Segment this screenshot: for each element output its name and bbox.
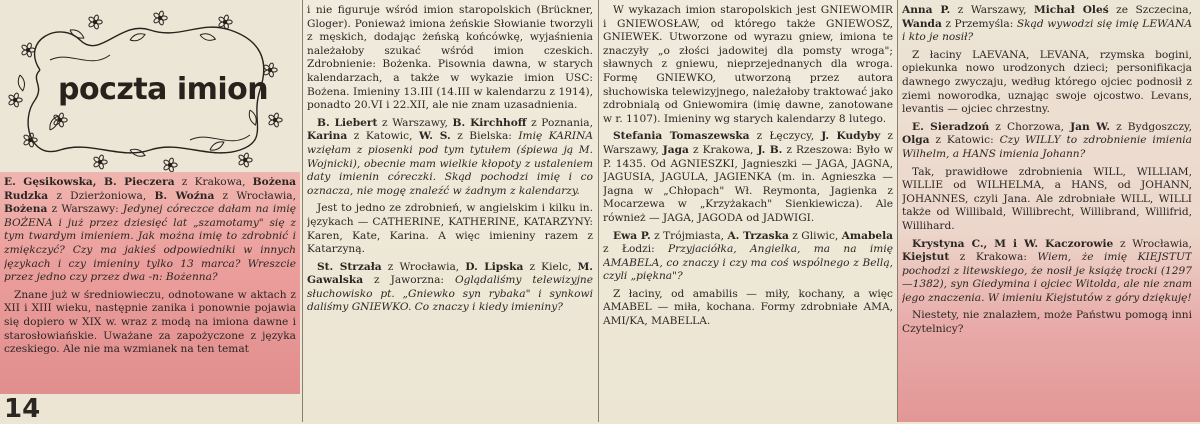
column-4-text	[902, 4, 1192, 422]
answer-bozena-cont: i nie figuruje wśród imion staropolskich (Brückner, Gloger). Ponieważ imiona żeńskie Słowianie tworzyli z męskich, dodając żeńską końcówkę, wyjaśnienia należałoby szukać wśród imion czeskich. Zdrobnienie: Bożenka. Pisownia dawna, w starych kalendarzach, a także w wykazie imion USC: Bożena. Imieniny 13.III (14.III w kalendarzu z 1914), ponadto 20.VI i 22.XII, ale nie znam uzasadnienia.	[307, 4, 593, 112]
section-title: poczta imion	[58, 72, 269, 107]
answer-amabela: Z łaciny, od amabilis — miły, kochany, a więc AMABEL — miła, kochana. Formy zdrobniałe AMA, AMI/KA, MABELLA.	[603, 287, 893, 328]
answer-karina: Jest to jedno ze zdrobnień, w angielskim i kilku in. językach — CATHERINE, KATHERINE, KATARZYNY: Karen, Kate, Karina. A więc imieniny razem z Katarzyną.	[307, 202, 593, 256]
column-1-text	[4, 176, 296, 392]
column-2-text	[307, 4, 593, 422]
column-3-text	[603, 4, 893, 422]
answer-bozena: Znane już w średniowieczu, odnotowane w aktach z XII i XIII wieku, następnie zanika i ponownie pojawia się dopiero w XIX w. wraz z modą na imiona dawne i starosłowiańskie. Uważane za zapożyczone z języka czeskiego. Ale nie ma wzmianek na ten temat	[4, 288, 296, 356]
column-divider	[598, 0, 599, 422]
answer-willy: Tak, prawidłowe zdrobnienia WILL, WILLIAM, WILLIE od WILHELMA, a HANS, od JOHANN, JOHANNES, czyli Jana. Ale zdrobniałe WILL, WILLI także od Willibald, Willibrecht, Willibrand, Willifrid, Willihard.	[902, 165, 1192, 232]
column-divider	[302, 0, 303, 422]
page-number: 14	[4, 394, 41, 424]
letter-willy: E. Sieradzoń z Chorzowa, Jan W. z Bydgoszczy, Olga z Katowic: Czy WILLY to zdrobnienie imienia Wilhelm, a HANS imienia Johann?	[902, 120, 1192, 160]
answer-kiejstut: Niestety, nie znalazłem, może Państwu pomogą inni Czytelnicy?	[902, 309, 1192, 336]
letter-jaga: Stefania Tomaszewska z Łęczycy, J. Kudyby z Warszawy, Jaga z Krakowa, J. B. z Rzeszowa: Było w P. 1435. Od AGNIESZKI, Jagnieszki — JAGA, JAGNA, JAGUSIA, JAGULA, JAGIENKA (m. in. Agnieszka — Jagna w „Chłopach" Wł. Reymonta, Jagienka z Mocarzewa w „Krzyżakach" Sienkiewicza). Ale również — JAGA, JAGODA od JADWIGI.	[603, 130, 893, 224]
letter-gniewko: St. Strzała z Wrocławia, D. Lipska z Kielc, M. Gawalska z Jaworzna: Oglądaliśmy telewizyjne słuchowisko pt. „Gniewko syn rybaka" i synkowi daliśmy GNIEWKO. Co znaczy i kiedy imieniny?	[307, 260, 593, 314]
letter-karina: B. Liebert z Warszawy, B. Kirchhoff z Poznania, Karina z Katowic, W. S. z Bielska: Imię KARINA wzięłam z piosenki pod tym tytułem (śpiewa ją M. Wojnicki), obecnie mam wielkie kłopoty z ustaleniem daty imienin córeczki. Skąd pochodzi imię i co oznacza, nie mogę znaleźć w żadnym z kalendarzy.	[307, 116, 593, 197]
header-logo-box	[0, 0, 300, 172]
answer-lewana: Z łaciny LAEVANA, LEVANA, rzymska bogini, opiekunka nowo urodzonych dzieci; personifikacja dawnego zwyczaju, według którego ojciec podnosił z ziemi noworodka, uznając swoje ojcostwo. Levans, levantis — ojciec chrzestny.	[902, 48, 1192, 116]
letter-kiejstut: Krystyna C., M i W. Kaczorowie z Wrocławia, Kiejstut z Krakowa: Wiem, że imię KIEJSTUT pochodzi z litewskiego, że nosił je książę trocki (1297—1382), syn Giedymina i ojciec Witolda, ale nie znam jego znaczenia. W imieniu Kiejstutów z góry dziękuję!	[902, 237, 1192, 304]
letter-amabela: Ewa P. z Trójmiasta, A. Trzaska z Gliwic, Amabela z Łodzi: Przyjaciółka, Angielka, ma na imię AMABELA, co znaczy i czy ma coś wspólnego z Bellą, czyli „piękna"?	[603, 229, 893, 283]
letter-lewana: Anna P. z Warszawy, Michał Oleś ze Szczecina, Wanda z Przemyśla: Skąd wywodzi się imię LEWANA i kto je nosił?	[902, 4, 1192, 44]
answer-gniewko: W wykazach imion staropolskich jest GNIEWOMIR i GNIEWOSŁAW, od którego także GNIEWOSZ, GNIEWEK. Utworzone od wyrazu gniew, imiona te znaczyły „o złości jadowitej dla pomsty wroga"; sławnych z gniewu, nieprzejednanych dla wroga. Formę GNIEWKO, utworzoną przez autora słuchowiska telewizyjnego, należałoby traktować jako zdrobnialą od Gniewomira (imię dawne, zanotowane w r. 1107). Imieniny wg starych kalendarzy 8 lutego.	[603, 4, 893, 125]
letter-bozena: E. Gęsikowska, B. Pieczera z Krakowa, Bożena Rudzka z Dzierżoniowa, B. Woźna z Wrocławia, Bożena z Warszawy: Jedynej córeczce dałam na imię BOŻENA i już przez dziesięć lat „szamotamy" się z tym twardym imieniem. Jak można imię to zdrobnić i zmiękczyć? Czy ma jakieś odpowiedniki w innych językach i czy imieniny tylko 13 marca? Wreszcie przez jedno czy przez dwa -n: Bożenna?	[4, 176, 296, 284]
